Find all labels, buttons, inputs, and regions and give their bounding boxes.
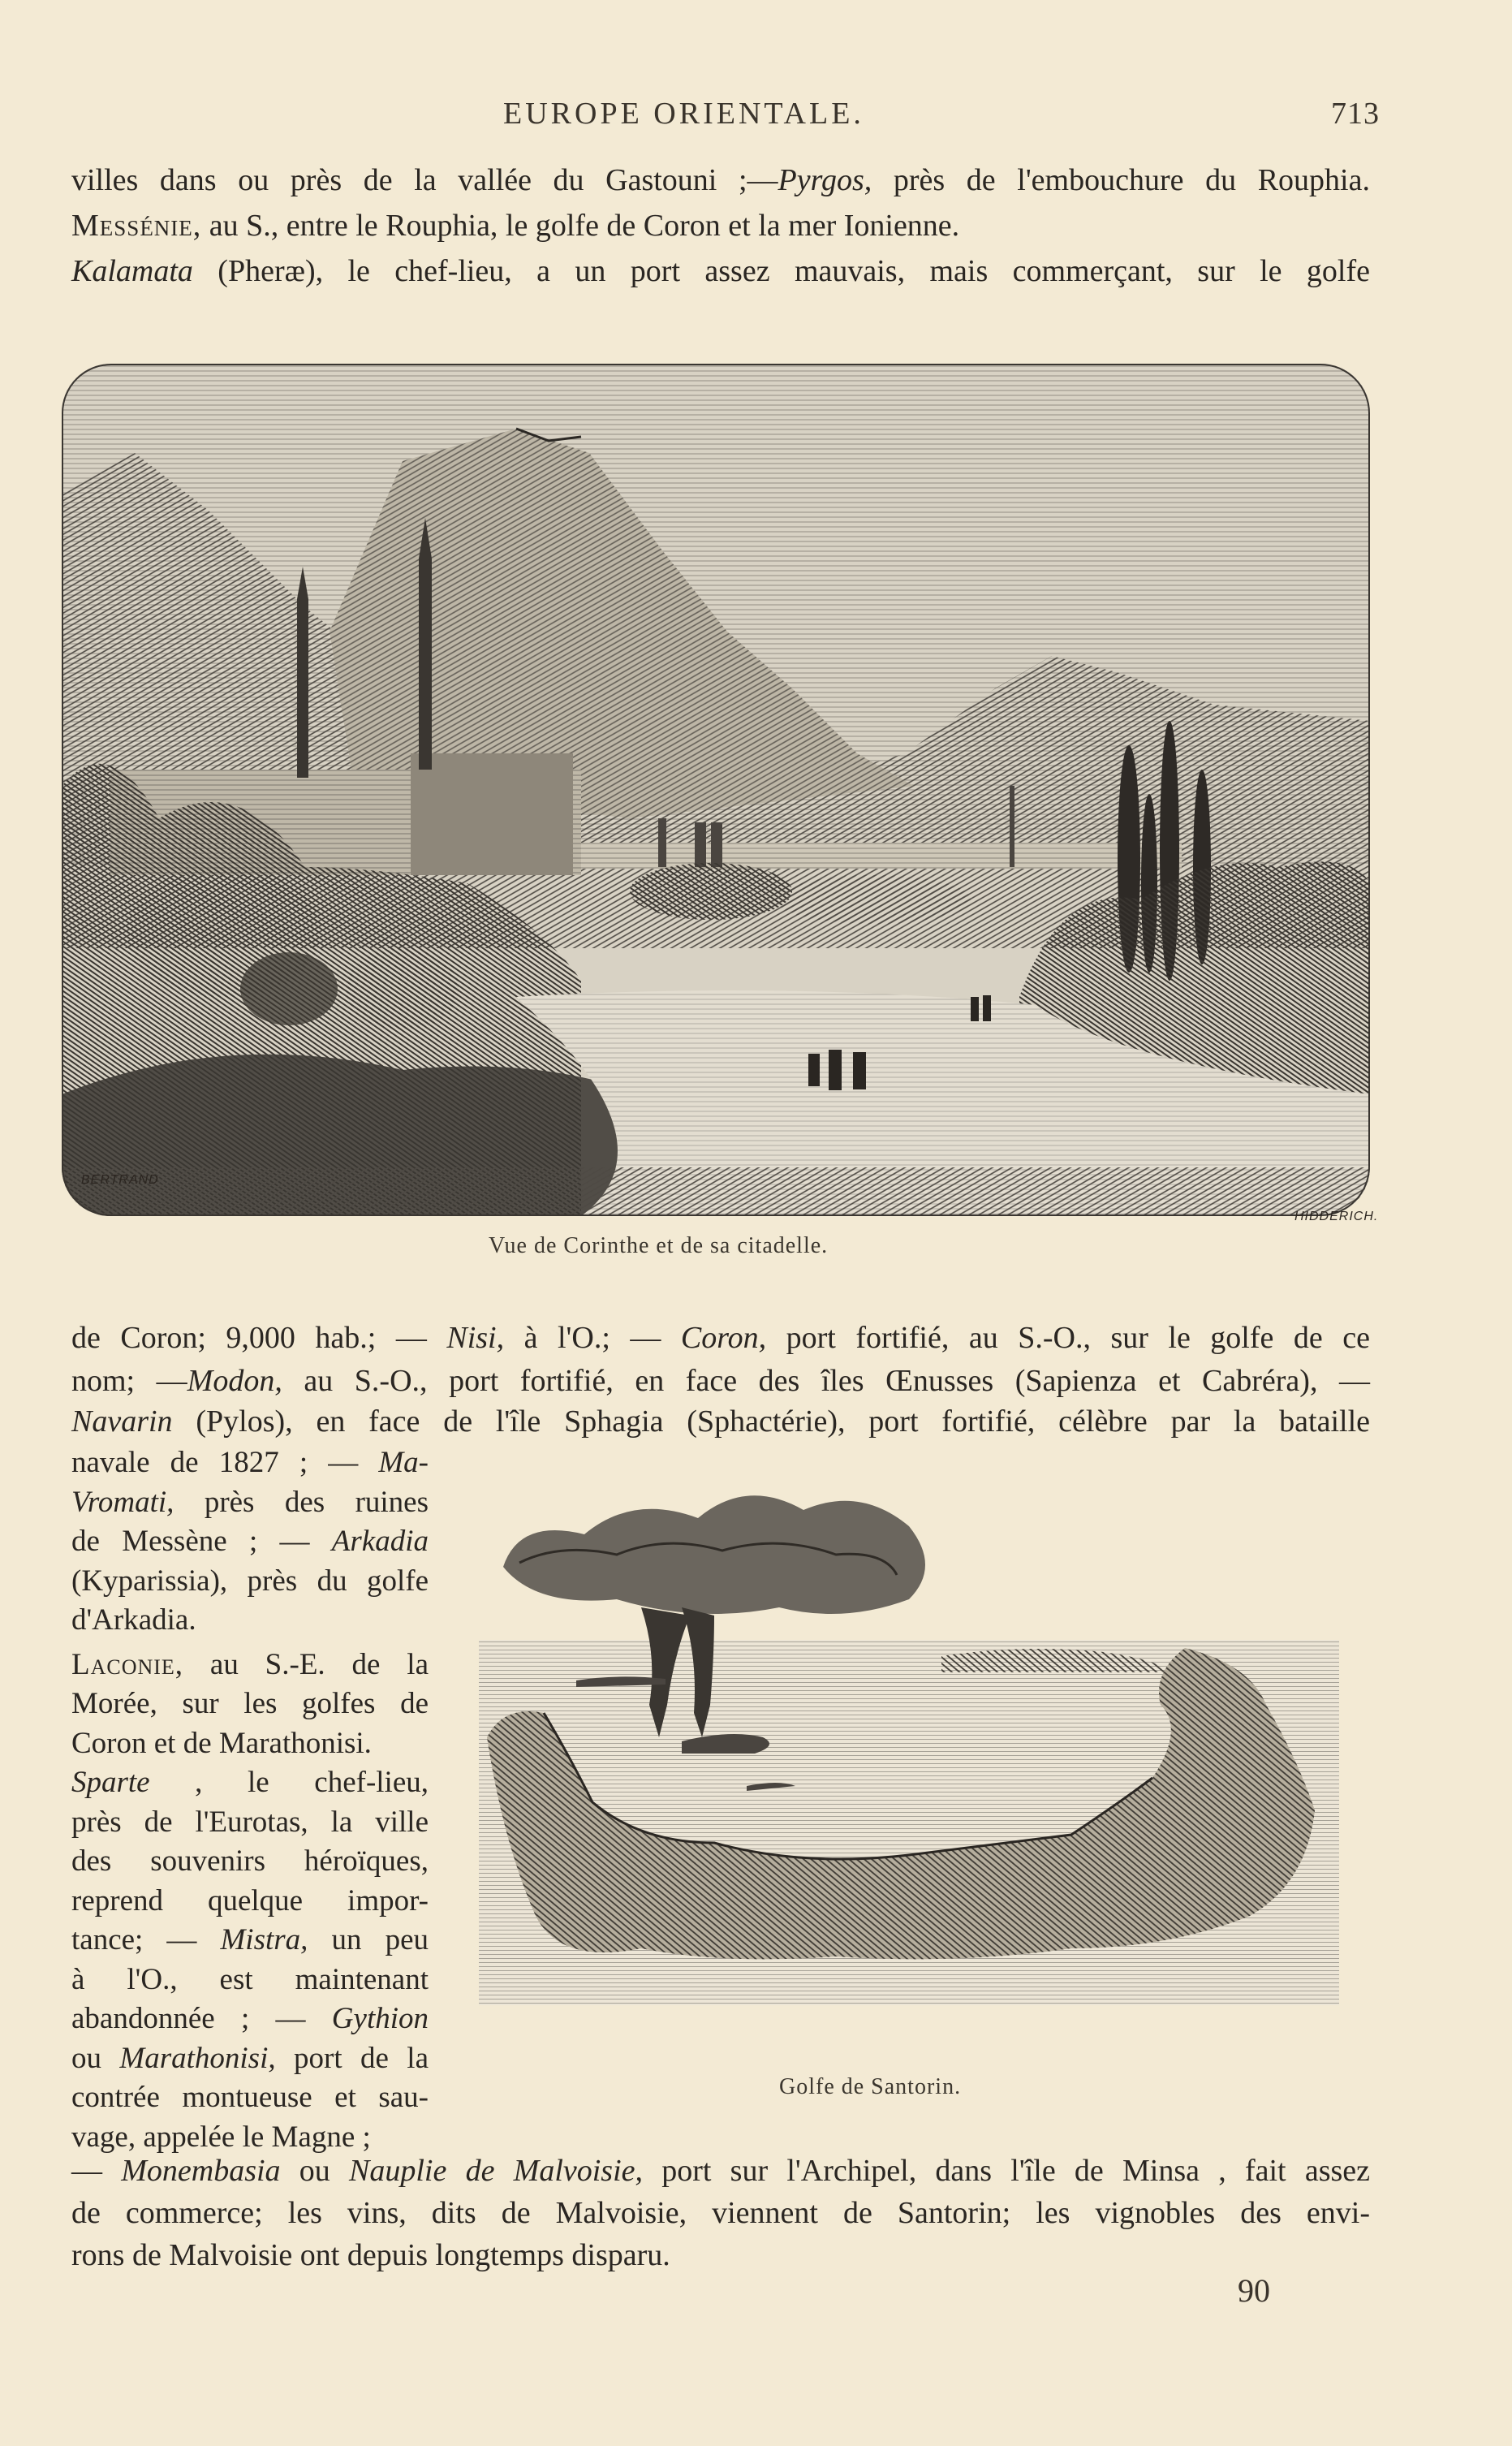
corinth-engraving xyxy=(62,364,1370,1216)
corinth-illustration xyxy=(62,364,1370,1216)
text-line-4: de Coron; 9,000 hab.; — Nisi, à l'O.; — Coron, port fortifié, au S.-O., sur le golfe de ce xyxy=(71,1321,1370,1355)
text-line-6: Navarin (Pylos), en face de l'île Sphagia (Sphactérie), port fortifié, célèbre par la bataille xyxy=(71,1404,1370,1439)
engraver-signature: BERTRAND xyxy=(81,1173,159,1187)
header-title: EUROPE ORIENTALE. xyxy=(503,97,864,131)
signature-mark: 90 xyxy=(1238,2272,1270,2309)
santorin-engraving xyxy=(454,1461,1355,2054)
text-line-9: rons de Malvoisie ont depuis longtemps disparu. xyxy=(71,2238,670,2272)
text-line-3: Kalamata (Pheræ), le chef-lieu, a un port assez mauvais, mais commerçant, sur le golfe xyxy=(71,254,1370,288)
text-line-1: villes dans ou près de la vallée du Gastouni ;—Pyrgos, près de l'embouchure du Rouphia. xyxy=(71,163,1370,197)
page-number: 713 xyxy=(1331,97,1380,131)
text-line-2: Messénie, au S., entre le Rouphia, le golfe de Coron et la mer Ionienne. xyxy=(71,209,960,243)
text-line-5: nom; —Modon, au S.-O., port fortifié, en face des îles Œnusses (Sapienza et Cabréra), — xyxy=(71,1364,1370,1398)
figure-caption-santorin: Golfe de Santorin. xyxy=(779,2074,962,2099)
text-line-7: — Monembasia ou Nauplie de Malvoisie, port sur l'Archipel, dans l'île de Minsa , fait assez xyxy=(71,2154,1371,2188)
figure-caption-corinth: Vue de Corinthe et de sa citadelle. xyxy=(489,1233,829,1258)
narrow-text-column: navale de 1827 ; — Ma- Vromati, près des ruines de Messène ; — Arkadia (Kyparissia), près du golfe d'Arkadia. Laconie, au S.-E. de la Morée, sur les golfes de Coron et de Marathonisi. Sparte , le chef-lieu, près de l'Eurotas, la ville des souvenirs héroïques, reprend quelque impor- tance; — Mistra, un peu à l'O., est maintenant abandonnée ; — Gythion ou Marathonisi, port de la contrée montueuse et sau- vage, appelée le Magne ; xyxy=(71,1446,429,2154)
text-line-8: de commerce; les vins, dits de Malvoisie, viennent de Santorin; les vignobles des envi- xyxy=(71,2196,1370,2230)
santorin-illustration xyxy=(454,1461,1355,2054)
engraver-signature-right: HIDDERICH. xyxy=(1294,1210,1379,1223)
region-name: Messénie, xyxy=(71,209,202,243)
